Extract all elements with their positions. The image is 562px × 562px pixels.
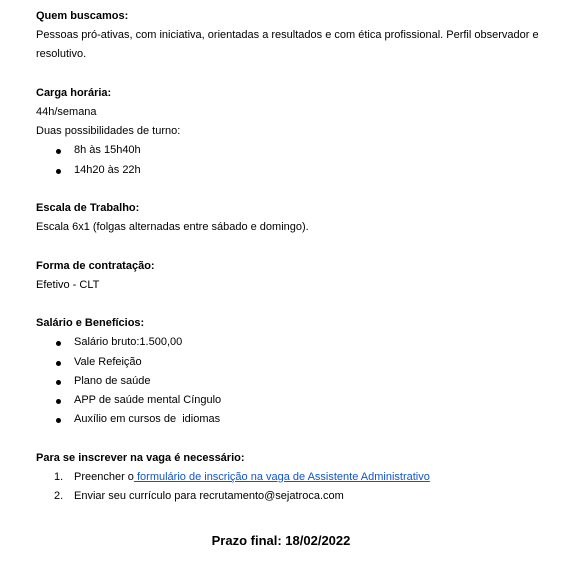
contract-text: Efetivo - CLT [36, 278, 100, 291]
hours-heading: Carga horária: [36, 86, 112, 99]
step-number: 1. [54, 470, 64, 483]
bullet-icon [56, 149, 61, 154]
list-item [36, 333, 546, 352]
benefits-heading: Salário e Benefícios: [36, 317, 145, 330]
step-number: 2. [54, 490, 64, 502]
application-form-link[interactable]: formulário de inscrição na vaga de Assistente Administrativo [133, 470, 430, 483]
benefit-text: Auxílio em cursos de idiomas [74, 413, 221, 426]
spacer [36, 429, 546, 448]
benefit-text: APP de saúde mental Cíngulo [74, 394, 222, 406]
list-item [36, 391, 546, 410]
schedule-text: Escala 6x1 (folgas alternadas entre sábado e domingo). [36, 221, 309, 234]
step-text: Enviar seu currículo para recrutamento@sejatroca.com [74, 490, 344, 502]
deadline: Prazo final: 18/02/2022 [211, 533, 351, 548]
bullet-icon [56, 341, 61, 346]
shift-text: 8h às 15h40h [74, 144, 141, 157]
bullet-icon [56, 361, 61, 366]
bullet-icon [56, 380, 61, 385]
spacer [36, 237, 546, 256]
list-item [36, 487, 546, 506]
spacer [36, 65, 546, 84]
list-item [36, 410, 546, 429]
apply-steps [36, 468, 546, 506]
step-text: Preencher o [74, 470, 134, 483]
bullet-icon [56, 399, 61, 404]
list-item [36, 141, 546, 160]
list-item [36, 353, 546, 372]
list-item [36, 161, 546, 180]
shift-text: 14h20 às 22h [74, 163, 141, 176]
who-heading: Quem buscamos: [36, 10, 129, 22]
hours-weekly: 44h/semana [36, 106, 97, 118]
shift-list [36, 141, 546, 179]
list-item [36, 372, 546, 391]
benefit-text: Vale Refeição [74, 355, 142, 368]
schedule-heading: Escala de Trabalho: [36, 202, 140, 214]
benefits-list [36, 333, 546, 429]
spacer [36, 295, 546, 314]
job-posting [36, 7, 546, 506]
shifts-intro: Duas possibilidades de turno: [36, 125, 181, 138]
spacer [36, 180, 546, 199]
list-item [36, 468, 546, 487]
benefit-text: Plano de saúde [74, 374, 151, 387]
benefit-text: Salário bruto:1.500,00 [74, 336, 183, 349]
apply-heading: Para se inscrever na vaga é necessário: [36, 451, 245, 464]
bullet-icon [56, 418, 61, 423]
bullet-icon [56, 169, 61, 174]
who-text: Pessoas pró-ativas, com iniciativa, orientadas a resultados e com ética profissional. Perfil observador e resolutivo. [36, 29, 539, 61]
contract-heading: Forma de contratação: [36, 259, 155, 272]
